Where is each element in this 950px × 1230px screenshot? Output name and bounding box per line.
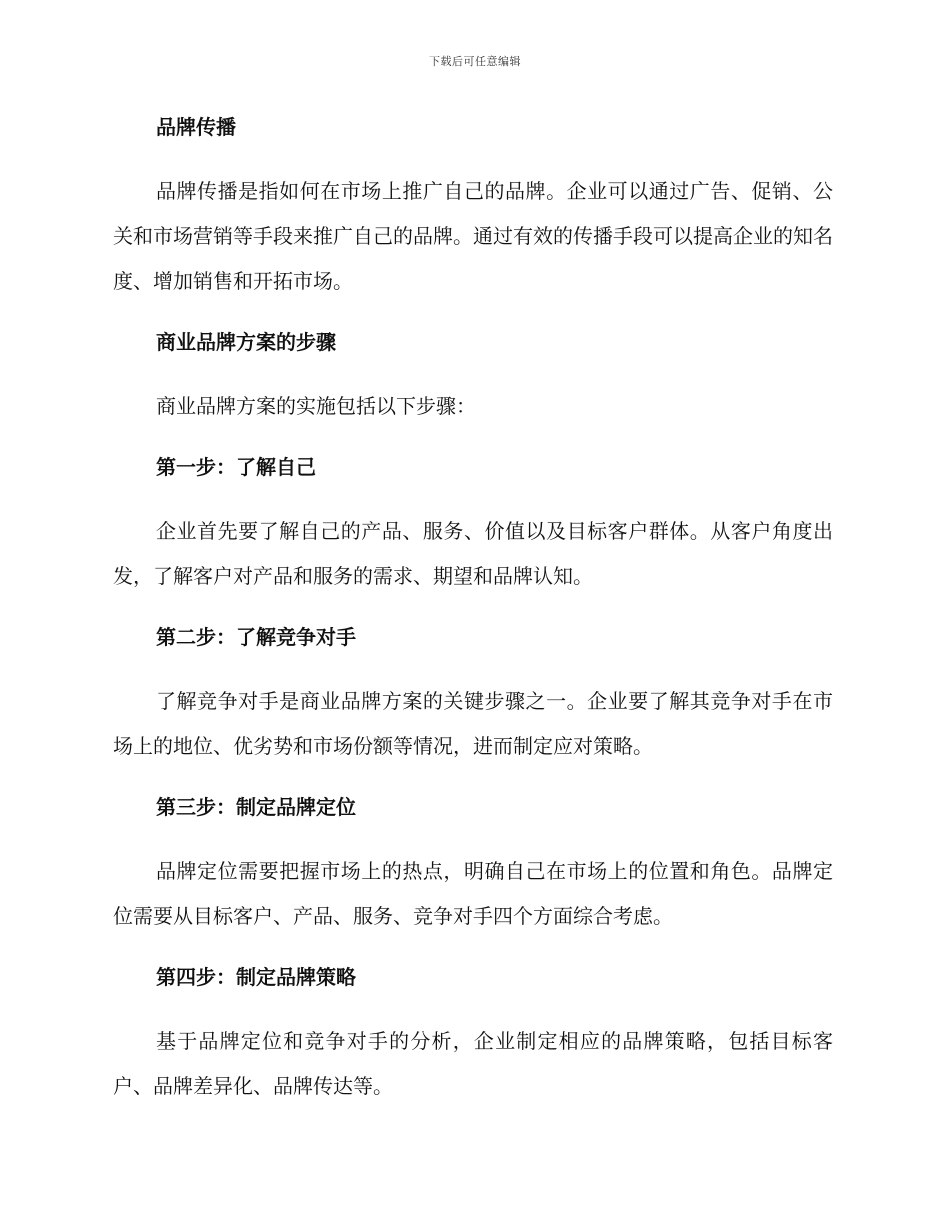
section-paragraph-brand-communication: 品牌传播是指如何在市场上推广自己的品牌。企业可以通过广告、促销、公关和市场营销等手段来推广自己的品牌。通过有效的传播手段可以提高企业的知名度、增加销售和开拓市场。 [113,179,833,293]
section-paragraph-brand-plan-steps: 商业品牌方案的实施包括以下步骤： [156,394,476,418]
section-heading-brand-communication: 品牌传播 [156,115,236,139]
section-heading-step-three: 第三步：制定品牌定位 [156,795,356,819]
section-heading-step-one: 第一步：了解自己 [156,455,316,479]
section-paragraph-step-one: 企业首先要了解自己的产品、服务、价值以及目标客户群体。从客户角度出发，了解客户对产品和服务的需求、期望和品牌认知。 [113,519,833,588]
page-header: 下载后可任意编辑 [429,55,521,68]
section-heading-brand-plan-steps: 商业品牌方案的步骤 [156,330,336,354]
section-paragraph-step-two: 了解竞争对手是商业品牌方案的关键步骤之一。企业要了解其竞争对手在市场上的地位、优劣势和市场份额等情况，进而制定应对策略。 [113,689,833,758]
section-paragraph-step-three: 品牌定位需要把握市场上的热点，明确自己在市场上的位置和角色。品牌定位需要从目标客户、产品、服务、竞争对手四个方面综合考虑。 [113,859,833,928]
document-body [113,112,833,1109]
section-paragraph-step-four: 基于品牌定位和竞争对手的分析，企业制定相应的品牌策略，包括目标客户、品牌差异化、品牌传达等。 [113,1029,833,1098]
section-heading-step-four: 第四步：制定品牌策略 [156,965,356,989]
section-heading-step-two: 第二步：了解竞争对手 [156,625,356,649]
